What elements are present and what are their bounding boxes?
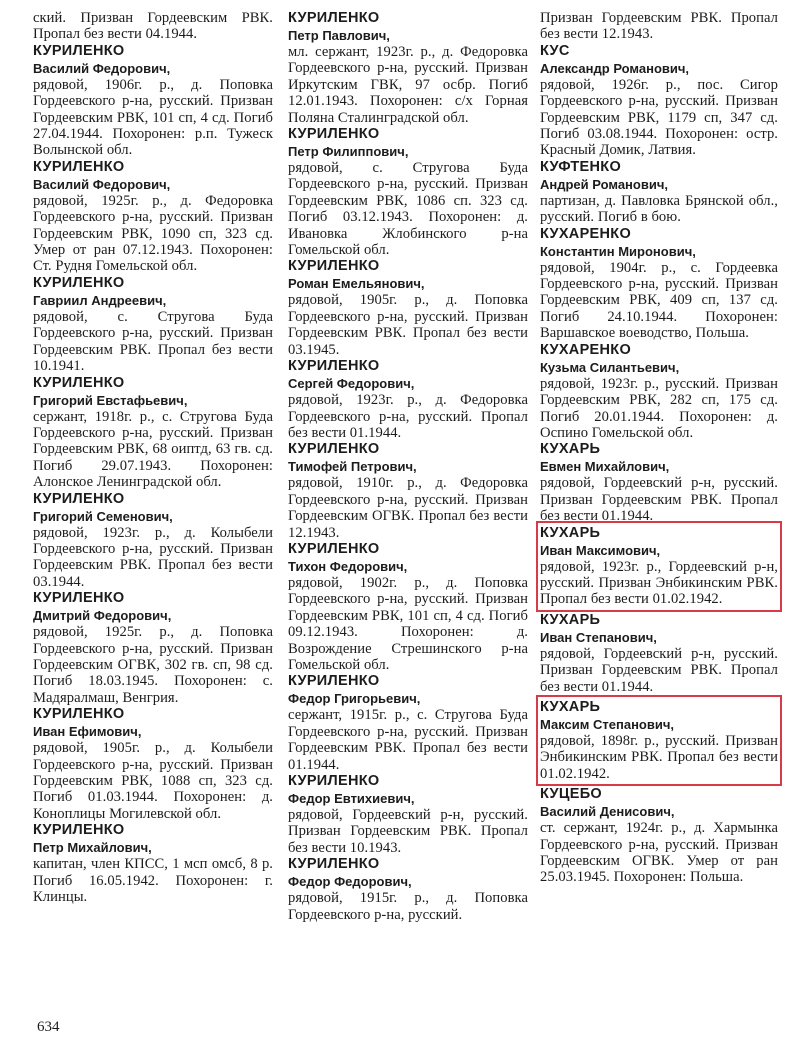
entry-details: сержант, 1915г. р., с. Стругова Буда Гордеевского р-на, русский. Призван Гордеевским РВК. Пропал без вести 01.1944. <box>288 707 528 773</box>
entry-details: рядовой, 1923г. р., русский. Призван Гордеевским РВК, 282 сп, 175 сд. Погиб 20.01.1944. Похоронен: д. Оспино Гомельской обл. <box>540 375 778 441</box>
entry-details: рядовой, 1923г. р., Гордеевский р-н, русский. Призван Энбикинским РВК. Пропал без вести 01.02.1942. <box>540 558 778 608</box>
entry-given-name: Григорий Семенович, <box>33 508 173 524</box>
entry <box>540 441 778 524</box>
entry <box>540 786 778 886</box>
entry-details: рядовой, 1910г. р., д. Федоровка Гордеевского р-на, русский. Призван Гордеевским ОГВК. Пропал без вести 12.1943. <box>288 475 528 541</box>
entry-surname: КУРИЛЕНКО <box>33 274 125 291</box>
entry <box>288 673 528 773</box>
entry-given-name: Роман Емельянович, <box>288 276 425 292</box>
entry-highlighted <box>540 699 778 782</box>
entry-surname: КУРИЛЕНКО <box>288 126 380 143</box>
entry <box>288 541 528 673</box>
entry-given-name: Григорий Евстафьевич, <box>33 392 188 408</box>
entry <box>288 258 528 358</box>
entry-given-name: Федор Федорович, <box>288 874 412 890</box>
entry-given-name: Сергей Федорович, <box>288 376 415 392</box>
entry-details: рядовой, 1898г. р., русский. Призван Энбикинским РВК. Пропал без вести 01.02.1942. <box>540 732 778 782</box>
entry-given-name: Петр Павлович, <box>288 28 390 43</box>
page-number: 634 <box>37 1019 60 1035</box>
entry <box>288 126 528 258</box>
entry-details: капитан, член КПСС, 1 мсп омсб, 8 р. Погиб 16.05.1942. Похоронен: г. Клинцы. <box>33 856 273 906</box>
entry-details: рядовой, 1923г. р., д. Федоровка Гордеевского р-на, русский. Пропал без вести 01.1944. <box>288 392 528 441</box>
entry-surname: КУРИЛЕНКО <box>33 374 125 391</box>
entry-details: рядовой, 1923г. р., д. Колыбели Гордеевского р-на, русский. Призван Гордеевским РВК. Пропал без вести 03.1944. <box>33 524 273 590</box>
entry-details: рядовой, 1902г. р., д. Поповка Гордеевского р-на, русский. Призван Гордеевским РВК, 101 сп, 4 сд. Погиб 09.12.1943. Похоронен: д. Возрождение Стрешинского р-на Гомельской обл. <box>288 574 528 673</box>
entry-surname: КУХАРЬ <box>540 611 601 628</box>
entry-surname: КУРИЛЕНКО <box>33 158 125 175</box>
entry-given-name: Федор Григорьевич, <box>288 691 421 707</box>
entry-surname: КУХАРЕНКО <box>540 341 632 358</box>
entry-surname: КУС <box>540 42 570 59</box>
entry-details: сержант, 1918г. р., с. Стругова Буда Гордеевского р-на, русский. Призван Гордеевским РВК, 68 оиптд, 63 гв. сд. Погиб 29.07.1943. Похоронен: Алонское Ленинградской обл. <box>33 408 273 491</box>
entry-given-name: Кузьма Силантьевич, <box>540 359 680 375</box>
entry-surname: КУРИЛЕНКО <box>33 706 125 723</box>
entry-surname: КУРИЛЕНКО <box>288 773 380 789</box>
entry-given-name: Василий Федорович, <box>33 60 171 76</box>
entry-surname: КУРИЛЕНКО <box>33 490 125 507</box>
entry <box>33 706 273 822</box>
entry-continuation <box>33 10 273 43</box>
entry-details: Призван Гордеевским РВК. Пропал без вести 12.1943. <box>540 10 778 43</box>
entry-highlighted <box>540 525 778 608</box>
entry-surname: КУХАРЬ <box>540 698 601 715</box>
entry <box>288 773 528 856</box>
entry-details: рядовой, 1905г. р., д. Поповка Гордеевского р-на, русский. Призван Гордеевским РВК. Пропал без вести 03.1945. <box>288 292 528 358</box>
entry-details: рядовой, 1926г. р., пос. Сигор Гордеевского р-на, русский. Призван Гордеевским РВК, 1179 сп, 347 сд. Погиб 03.08.1944. Похоронен: остр. Красный Домик, Латвия. <box>540 76 778 159</box>
entry-given-name: Иван Степанович, <box>540 629 657 645</box>
entry-surname: КУРИЛЕНКО <box>33 42 125 59</box>
entry-given-name: Тимофей Петрович, <box>288 459 417 475</box>
entry-details: ский. Призван Гордеевским РВК. Пропал без вести 04.1944. <box>33 10 273 43</box>
entry-given-name: Дмитрий Федорович, <box>33 608 172 624</box>
entry-surname: КУЦЕБО <box>540 786 602 803</box>
entry <box>33 822 273 905</box>
entry-surname: КУХАРЬ <box>540 441 601 458</box>
entry <box>33 375 273 491</box>
entry-surname: КУФТЕНКО <box>540 158 622 175</box>
entry-details: мл. сержант, 1923г. р., д. Федоровка Гордеевского р-на, русский. Призван Иркутским ГВК, 97 осбр. Погиб 12.01.1943. Похоронен: с/х Горная Поляна Сталинградской обл. <box>288 44 528 126</box>
entry-details: рядовой, Гордеевский р-н, русский. Призван Гордеевским РВК. Пропал без вести 10.1943. <box>288 807 528 856</box>
entry <box>288 856 528 923</box>
entry-given-name: Максим Степанович, <box>540 716 675 732</box>
entry-details: рядовой, Гордеевский р-н, русский. Призван Гордеевским РВК. Пропал без вести 01.1944. <box>540 475 778 525</box>
entry-continuation <box>540 10 778 43</box>
entry-details: рядовой, 1925г. р., д. Поповка Гордеевского р-на, русский. Призван Гордеевским ОГВК, 302 гв. сп, 98 сд. Погиб 18.03.1945. Похоронен: с. Мадяралмаш, Венгрия. <box>33 624 273 706</box>
entry <box>33 43 273 159</box>
entry-given-name: Василий Федорович, <box>33 176 171 192</box>
entry-details: рядовой, 1925г. р., д. Федоровка Гордеевского р-на, русский. Призван Гордеевским РВК, 1090 сп, 323 сд. Умер от ран 07.12.1943. Похоронен: Ст. Рудня Гомельской обл. <box>33 192 273 275</box>
entry <box>33 590 273 706</box>
entry-details: рядовой, 1905г. р., д. Колыбели Гордеевского р-на, русский. Призван Гордеевским РВК, 1088 сп, 323 сд. Погиб 01.03.1944. Похоронен: д. Коноплицы Могилевской обл. <box>33 740 273 822</box>
entry-surname: КУРИЛЕНКО <box>288 673 380 690</box>
entry-details: рядовой, Гордеевский р-н, русский. Призван Гордеевским РВК. Пропал без вести 01.1944. <box>540 645 778 695</box>
entry-surname: КУРИЛЕНКО <box>288 856 380 873</box>
entry <box>540 43 778 159</box>
entry-surname: КУРИЛЕНКО <box>288 258 380 275</box>
entry-details: рядовой, 1904г. р., с. Гордеевка Гордеевского р-на, русский. Призван Гордеевским РВК, 409 сп, 137 сд. Погиб 24.10.1944. Похоронен: Варшавское воеводство, Польша. <box>540 259 778 342</box>
entry-details: рядовой, с. Стругова Буда Гордеевского р-на, русский. Призван Гордеевским РВК, 1086 сп. 323 сд. Погиб 03.12.1943. Похоронен: д. Ивановка Жлобинского р-на Гомельской обл. <box>288 160 528 259</box>
entry-surname: КУРИЛЕНКО <box>288 540 380 557</box>
entry-given-name: Андрей Романович, <box>540 176 668 192</box>
entry-given-name: Гавриил Андреевич, <box>33 292 167 308</box>
entry-given-name: Евмен Михайлович, <box>540 459 670 475</box>
entry <box>288 10 528 126</box>
entry <box>33 275 273 375</box>
entry-details: партизан, д. Павловка Брянской обл., русский. Погиб в бою. <box>540 192 778 226</box>
entry-given-name: Иван Максимович, <box>540 542 661 558</box>
entry-details: рядовой, с. Стругова Буда Гордеевского р-на, русский. Призван Гордеевским РВК. Пропал без вести 10.1941. <box>33 308 273 375</box>
entry-given-name: Константин Миронович, <box>540 243 696 259</box>
entry-given-name: Петр Филиппович, <box>288 144 409 160</box>
entry <box>33 491 273 591</box>
entry <box>288 358 528 441</box>
entry <box>540 159 778 226</box>
entry-surname: КУРИЛЕНКО <box>33 822 125 839</box>
entry-details: ст. сержант, 1924г. р., д. Хармынка Гордеевского р-на, русский. Призван Гордеевским ОГВК. Умер от ран 25.03.1945. Похоронен: Польша. <box>540 820 778 886</box>
column-left <box>33 10 273 905</box>
entry-surname: КУРИЛЕНКО <box>288 10 380 26</box>
column-middle <box>288 10 528 923</box>
entry-given-name: Петр Михайлович, <box>33 840 152 856</box>
entry-surname: КУРИЛЕНКО <box>288 358 380 375</box>
column-right <box>540 10 778 886</box>
entry <box>540 226 778 342</box>
entry <box>33 159 273 275</box>
entry-given-name: Василий Денисович, <box>540 804 675 820</box>
entry-given-name: Иван Ефимович, <box>33 724 142 740</box>
entry-details: рядовой, 1906г. р., д. Поповка Гордеевского р-на, русский. Призван Гордеевским РВК, 101 сп, 4 сд. Погиб 27.04.1944. Похоронен: р.п. Тужеск Волынской обл. <box>33 76 273 159</box>
entry <box>288 441 528 541</box>
entry-surname: КУРИЛЕНКО <box>33 590 125 607</box>
entry-surname: КУХАРЬ <box>540 524 601 541</box>
entry <box>540 342 778 442</box>
entry-given-name: Федор Евтихиевич, <box>288 791 415 806</box>
entry-surname: КУХАРЕНКО <box>540 225 632 242</box>
entry <box>540 612 778 695</box>
entry-given-name: Александр Романович, <box>540 60 690 76</box>
entry-surname: КУРИЛЕНКО <box>288 441 380 458</box>
entry-given-name: Тихон Федорович, <box>288 558 408 574</box>
entry-details: рядовой, 1915г. р., д. Поповка Гордеевского р-на, русский. <box>288 890 528 923</box>
